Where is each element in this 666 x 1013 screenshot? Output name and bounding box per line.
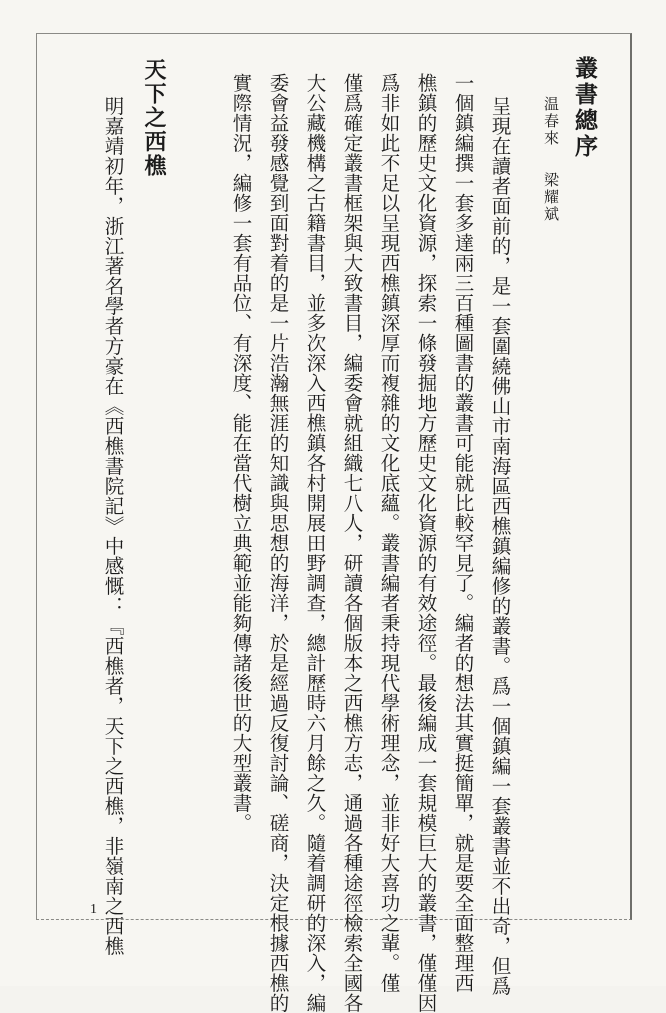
page-number: 1: [90, 902, 97, 917]
section-heading: 天下之西樵: [141, 58, 167, 178]
preface-title: 叢書總序: [571, 56, 598, 160]
preface-column-7: 委會益發感覺到面對着的是一片浩瀚無涯的知識與思想的海洋，於是經過反復討論、磋商，決定根據西樵的: [266, 73, 290, 1013]
author-wen-chunlai: 温春來: [542, 96, 560, 147]
preface-column-5: 僅爲確定叢書框架與大致書目，編委會就組織七八人，研讀各個版本之西樵方志，通過各種途徑檢索全國各: [340, 73, 364, 1013]
page-frame: [36, 33, 632, 920]
preface-column-3: 樵鎮的歷史文化資源，探索一條發掘地方歷史文化資源的有效途徑。最後編成一套規模巨大的叢書，僅僅因: [414, 73, 438, 1013]
section-column-1: 明嘉靖初年，浙江著名學者方豪在《西樵書院記》中感慨：『西樵者，天下之西樵，非嶺南之西樵: [101, 96, 125, 956]
preface-column-8: 實際情況，編修一套有品位、有深度、能在當代樹立典範並能夠傳諸後世的大型叢書。: [229, 73, 253, 833]
author-liang-yaobin: 梁耀斌: [542, 172, 560, 223]
preface-column-4: 爲非如此不足以呈現西樵鎮深厚而複雜的文化底蘊。叢書編者秉持現代學術理念，並非好大喜功之輩。僅: [377, 73, 401, 993]
preface-column-6: 大公藏機構之古籍書目，並多次深入西樵鎮各村開展田野調查，總計歷時六月餘之久。隨着調研的深入，編: [303, 73, 327, 1013]
preface-column-2: 一個鎮編撰一套多達兩三百種圖書的叢書可能就比較罕見了。編者的想法其實挺簡單，就是要全面整理西: [451, 73, 475, 993]
preface-column-1: 呈現在讀者面前的，是一套圍繞佛山市南海區西樵鎮編修的叢書。爲一個鎮編一套叢書並不出奇，但爲: [488, 96, 512, 996]
